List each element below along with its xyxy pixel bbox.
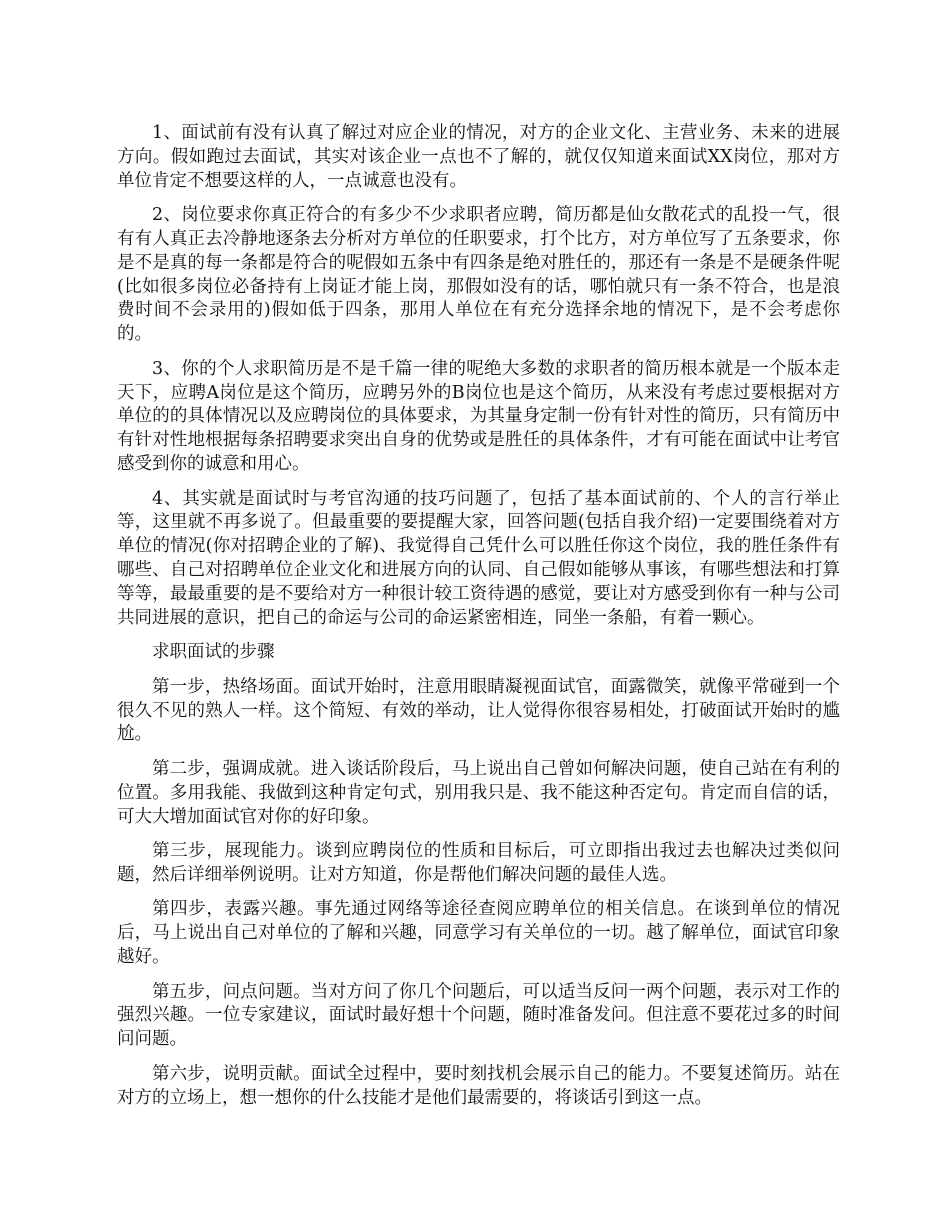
document-page [117,122,840,1121]
paragraph-3: 3、你的个人求职简历是不是千篇一律的呢绝大多数的求职者的简历根本就是一个版本走天下，应聘A岗位是这个简历，应聘另外的B岗位也是这个简历，从来没有考虑过要根据对方单位的的具体情况以及应聘岗位的具体要求，为其量身定制一份有针对性的简历，只有简历中有针对性地根据每条招聘要求突出自身的优势或是胜任的具体条件，才有可能在面试中让考官感受到你的诚意和用心。 [117,358,840,474]
step-3: 第三步，展现能力。谈到应聘岗位的性质和目标后，可立即指出我过去也解决过类似问题，然后详细举例说明。让对方知道，你是帮他们解决问题的最佳人选。 [117,841,840,885]
section-title: 求职面试的步骤 [152,642,275,663]
step-2: 第二步，强调成就。进入谈话阶段后，马上说出自己曾如何解决问题，使自己站在有利的位置。多用我能、我做到这种肯定句式，别用我只是、我不能这种否定句。肯定而自信的话，可大大增加面试官对你的好印象。 [117,758,840,827]
step-6: 第六步，说明贡献。面试全过程中，要时刻找机会展示自己的能力。不要复述简历。站在对方的立场上，想一想你的什么技能才是他们最需要的，将谈话引到这一点。 [117,1063,840,1108]
step-4: 第四步，表露兴趣。事先通过网络等途径查阅应聘单位的相关信息。在谈到单位的情况后，马上说出自己对单位的了解和兴趣，同意学习有关单位的一切。越了解单位，面试官印象越好。 [117,899,840,968]
step-1: 第一步，热络场面。面试开始时，注意用眼睛凝视面试官，面露微笑，就像平常碰到一个很久不见的熟人一样。这个简短、有效的举动，让人觉得你很容易相处，打破面试开始时的尴尬。 [117,676,840,745]
paragraph-1: 1、面试前有没有认真了解过对应企业的情况，对方的企业文化、主营业务、未来的进展方向。假如跑过去面试，其实对该企业一点也不了解的，就仅仅知道来面试XX岗位，那对方单位肯定不想要这样的人，一点诚意也没有。 [117,123,840,191]
paragraph-4: 4、其实就是面试时与考官沟通的技巧问题了，包括了基本面试前的、个人的言行举止等，这里就不再多说了。但最重要的要提醒大家，回答问题(包括自我介绍)一定要围绕着对方单位的情况(你对招聘企业的了解)、我觉得自己凭什么可以胜任你这个岗位，我的胜任条件有哪些、自己对招聘单位企业文化和进展方向的认同、自己假如能够从事该，有哪些想法和打算等等，最最重要的是不要给对方一种很计较工资待遇的感觉，要让对方感受到你有一种与公司共同进展的意识，把自己的命运与公司的命运紧密相连，同坐一条船，有着一颗心。 [117,488,840,628]
step-5: 第五步，问点问题。当对方问了你几个问题后，可以适当反问一两个问题，表示对工作的强烈兴趣。一位专家建议，面试时最好想十个问题，随时准备发问。但注意不要花过多的时间问问题。 [117,981,840,1050]
paragraph-2: 2、岗位要求你真正符合的有多少不少求职者应聘，简历都是仙女散花式的乱投一气，很有有人真正去冷静地逐条去分析对方单位的任职要求，打个比方，对方单位写了五条要求，你是不是真的每一条都是符合的呢假如五条中有四条是绝对胜任的，那还有一条是不是硬条件呢(比如很多岗位必备持有上岗证才能上岗，那假如没有的话，哪怕就只有一条不符合，也是浪费时间不会录用的)假如低于四条，那用人单位在有充分选择余地的情况下，是不会考虑你的。 [117,205,840,345]
